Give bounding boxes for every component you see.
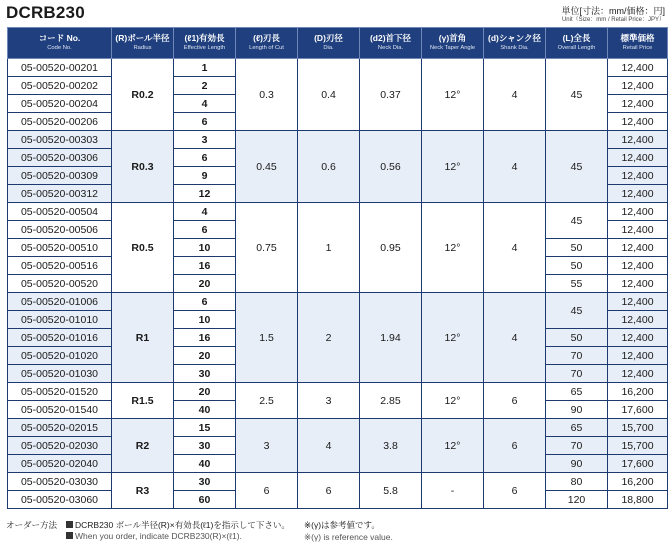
neck-angle-cell: 12° [422, 419, 484, 473]
column-header [236, 28, 298, 59]
table-row [8, 293, 668, 311]
note-en: ※(γ) is reference value. [304, 532, 393, 542]
column-header-label: (γ)首角 [438, 33, 467, 43]
shank-dia-cell: 6 [484, 383, 546, 419]
effective-length-cell: 30 [174, 473, 236, 491]
price-cell: 12,400 [608, 293, 668, 311]
column-header-sublabel: Effective Length [183, 45, 226, 51]
column-header [298, 28, 360, 59]
neck-dia-cell: 1.94 [360, 293, 422, 383]
code-cell: 05-00520-00204 [8, 95, 112, 113]
radius-cell: R3 [112, 473, 174, 509]
neck-dia-cell: 0.56 [360, 131, 422, 203]
neck-angle-cell: 12° [422, 383, 484, 419]
code-cell: 05-00520-03030 [8, 473, 112, 491]
square-bullet-icon [66, 532, 73, 539]
column-header-sublabel: Neck Taper Angle [429, 45, 476, 51]
price-cell: 16,200 [608, 473, 668, 491]
table-row [8, 383, 668, 401]
table-row [8, 473, 668, 491]
price-cell: 12,400 [608, 149, 668, 167]
effective-length-cell: 20 [174, 383, 236, 401]
neck-angle-cell: 12° [422, 131, 484, 203]
column-header [608, 28, 668, 59]
code-cell: 05-00520-00312 [8, 185, 112, 203]
effective-length-cell: 30 [174, 365, 236, 383]
price-cell: 12,400 [608, 203, 668, 221]
code-cell: 05-00520-01520 [8, 383, 112, 401]
effective-length-cell: 6 [174, 149, 236, 167]
column-header [360, 28, 422, 59]
radius-cell: R0.3 [112, 131, 174, 203]
note-jp: ※(γ)は参考値です。 [304, 520, 380, 530]
shank-dia-cell: 4 [484, 131, 546, 203]
column-header-label: (ℓ1)有効長 [184, 33, 225, 43]
shank-dia-cell: 6 [484, 419, 546, 473]
price-cell: 16,200 [608, 383, 668, 401]
code-cell: 05-00520-00202 [8, 77, 112, 95]
overall-length-cell: 45 [546, 131, 608, 203]
effective-length-cell: 40 [174, 401, 236, 419]
overall-length-cell: 55 [546, 275, 608, 293]
column-header-label: (D)刃径 [314, 33, 343, 43]
effective-length-cell: 6 [174, 113, 236, 131]
overall-length-cell: 90 [546, 401, 608, 419]
shank-dia-cell: 4 [484, 203, 546, 293]
neck-angle-cell: - [422, 473, 484, 509]
order-text-en: When you order, indicate DCRB230(R)×(ℓ1). [75, 531, 242, 541]
length-of-cut-cell: 0.3 [236, 59, 298, 131]
effective-length-cell: 10 [174, 239, 236, 257]
price-cell: 15,700 [608, 419, 668, 437]
code-cell: 05-00520-03060 [8, 491, 112, 509]
column-header-label: (d2)首下径 [369, 33, 412, 43]
effective-length-cell: 15 [174, 419, 236, 437]
code-cell: 05-00520-00303 [8, 131, 112, 149]
effective-length-cell: 9 [174, 167, 236, 185]
column-header-sublabel: Neck Dia. [377, 45, 404, 51]
shank-dia-cell: 4 [484, 293, 546, 383]
neck-dia-cell: 0.37 [360, 59, 422, 131]
code-cell: 05-00520-00504 [8, 203, 112, 221]
length-of-cut-cell: 1.5 [236, 293, 298, 383]
price-cell: 12,400 [608, 365, 668, 383]
price-cell: 17,600 [608, 455, 668, 473]
overall-length-cell: 70 [546, 437, 608, 455]
radius-cell: R1 [112, 293, 174, 383]
column-header [484, 28, 546, 59]
overall-length-cell: 45 [546, 59, 608, 131]
square-bullet-icon [66, 521, 73, 528]
effective-length-cell: 10 [174, 311, 236, 329]
neck-angle-cell: 12° [422, 59, 484, 131]
table-row [8, 131, 668, 149]
neck-dia-cell: 2.85 [360, 383, 422, 419]
overall-length-cell: 45 [546, 293, 608, 329]
effective-length-cell: 1 [174, 59, 236, 77]
column-header [546, 28, 608, 59]
radius-cell: R0.5 [112, 203, 174, 293]
table-row [8, 59, 668, 77]
code-cell: 05-00520-00206 [8, 113, 112, 131]
code-cell: 05-00520-00520 [8, 275, 112, 293]
length-of-cut-cell: 6 [236, 473, 298, 509]
code-cell: 05-00520-02040 [8, 455, 112, 473]
price-cell: 12,400 [608, 185, 668, 203]
column-header-sublabel: Radius [133, 45, 152, 51]
effective-length-cell: 30 [174, 437, 236, 455]
shank-dia-cell: 4 [484, 59, 546, 131]
spec-table [7, 27, 668, 509]
effective-length-cell: 3 [174, 131, 236, 149]
price-cell: 18,800 [608, 491, 668, 509]
radius-cell: R0.2 [112, 59, 174, 131]
price-cell: 12,400 [608, 59, 668, 77]
neck-dia-cell: 5.8 [360, 473, 422, 509]
code-cell: 05-00520-01540 [8, 401, 112, 419]
code-cell: 05-00520-02015 [8, 419, 112, 437]
overall-length-cell: 65 [546, 383, 608, 401]
price-cell: 12,400 [608, 113, 668, 131]
code-cell: 05-00520-00201 [8, 59, 112, 77]
overall-length-cell: 70 [546, 365, 608, 383]
price-cell: 12,400 [608, 329, 668, 347]
overall-length-cell: 65 [546, 419, 608, 437]
column-header-sublabel: Shank Dia. [500, 45, 529, 51]
price-cell: 12,400 [608, 77, 668, 95]
effective-length-cell: 6 [174, 293, 236, 311]
effective-length-cell: 12 [174, 185, 236, 203]
price-cell: 15,700 [608, 437, 668, 455]
effective-length-cell: 2 [174, 77, 236, 95]
code-cell: 05-00520-00306 [8, 149, 112, 167]
unit-label-en: Unit（Size：mm / Retail Price：JPY） [561, 17, 665, 23]
column-header-sublabel: Retail Price [622, 45, 653, 51]
reference-note [304, 519, 393, 543]
column-header-label: (L)全長 [562, 33, 591, 43]
effective-length-cell: 4 [174, 203, 236, 221]
effective-length-cell: 16 [174, 257, 236, 275]
order-text-jp: DCRB230 ボール半径(R)×有効長(ℓ1)を指示して下さい。 [75, 520, 290, 530]
effective-length-cell: 40 [174, 455, 236, 473]
product-title: DCRB230 [6, 3, 85, 22]
dia-cell: 0.4 [298, 59, 360, 131]
price-cell: 17,600 [608, 401, 668, 419]
code-cell: 05-00520-00510 [8, 239, 112, 257]
dia-cell: 3 [298, 383, 360, 419]
column-header-label: (d)シャンク径 [487, 33, 541, 43]
column-header-label: (ℓ)刃長 [253, 33, 280, 43]
price-cell: 12,400 [608, 167, 668, 185]
dia-cell: 4 [298, 419, 360, 473]
overall-length-cell: 90 [546, 455, 608, 473]
overall-length-cell: 70 [546, 347, 608, 365]
overall-length-cell: 50 [546, 239, 608, 257]
dia-cell: 2 [298, 293, 360, 383]
overall-length-cell: 120 [546, 491, 608, 509]
column-header-sublabel: Overall Length [557, 45, 596, 51]
price-cell: 12,400 [608, 311, 668, 329]
dia-cell: 1 [298, 203, 360, 293]
code-cell: 05-00520-02030 [8, 437, 112, 455]
neck-dia-cell: 0.95 [360, 203, 422, 293]
price-cell: 12,400 [608, 239, 668, 257]
column-header-sublabel: Code No. [47, 45, 72, 51]
code-cell: 05-00520-00309 [8, 167, 112, 185]
column-header [8, 28, 112, 59]
code-cell: 05-00520-01006 [8, 293, 112, 311]
dia-cell: 6 [298, 473, 360, 509]
price-cell: 12,400 [608, 131, 668, 149]
effective-length-cell: 20 [174, 347, 236, 365]
header-row [8, 28, 668, 59]
column-header-sublabel: Length of Cut [249, 45, 284, 51]
length-of-cut-cell: 2.5 [236, 383, 298, 419]
effective-length-cell: 6 [174, 221, 236, 239]
neck-angle-cell: 12° [422, 203, 484, 293]
effective-length-cell: 4 [174, 95, 236, 113]
order-label: オーダー方法 [6, 520, 58, 530]
length-of-cut-cell: 0.45 [236, 131, 298, 203]
price-cell: 12,400 [608, 275, 668, 293]
effective-length-cell: 60 [174, 491, 236, 509]
effective-length-cell: 20 [174, 275, 236, 293]
price-cell: 12,400 [608, 221, 668, 239]
price-cell: 12,400 [608, 95, 668, 113]
unit-label: 単位[寸法：mm/価格：円] [561, 6, 665, 16]
column-header [422, 28, 484, 59]
neck-dia-cell: 3.8 [360, 419, 422, 473]
neck-angle-cell: 12° [422, 293, 484, 383]
column-header [174, 28, 236, 59]
table-row [8, 203, 668, 221]
overall-length-cell: 50 [546, 329, 608, 347]
dia-cell: 0.6 [298, 131, 360, 203]
column-header-label: (R)ボール半径 [115, 33, 170, 43]
code-cell: 05-00520-00506 [8, 221, 112, 239]
length-of-cut-cell: 0.75 [236, 203, 298, 293]
price-cell: 12,400 [608, 257, 668, 275]
overall-length-cell: 50 [546, 257, 608, 275]
effective-length-cell: 16 [174, 329, 236, 347]
overall-length-cell: 80 [546, 473, 608, 491]
column-header-sublabel: Dia. [323, 45, 334, 51]
price-cell: 12,400 [608, 347, 668, 365]
table-row [8, 419, 668, 437]
code-cell: 05-00520-01030 [8, 365, 112, 383]
length-of-cut-cell: 3 [236, 419, 298, 473]
code-cell: 05-00520-00516 [8, 257, 112, 275]
code-cell: 05-00520-01020 [8, 347, 112, 365]
radius-cell: R2 [112, 419, 174, 473]
column-header-label: 標準価格 [620, 33, 655, 43]
column-header-label: コード No. [38, 33, 81, 43]
shank-dia-cell: 6 [484, 473, 546, 509]
table-body [8, 59, 668, 509]
overall-length-cell: 45 [546, 203, 608, 239]
radius-cell: R1.5 [112, 383, 174, 419]
code-cell: 05-00520-01016 [8, 329, 112, 347]
column-header [112, 28, 174, 59]
code-cell: 05-00520-01010 [8, 311, 112, 329]
